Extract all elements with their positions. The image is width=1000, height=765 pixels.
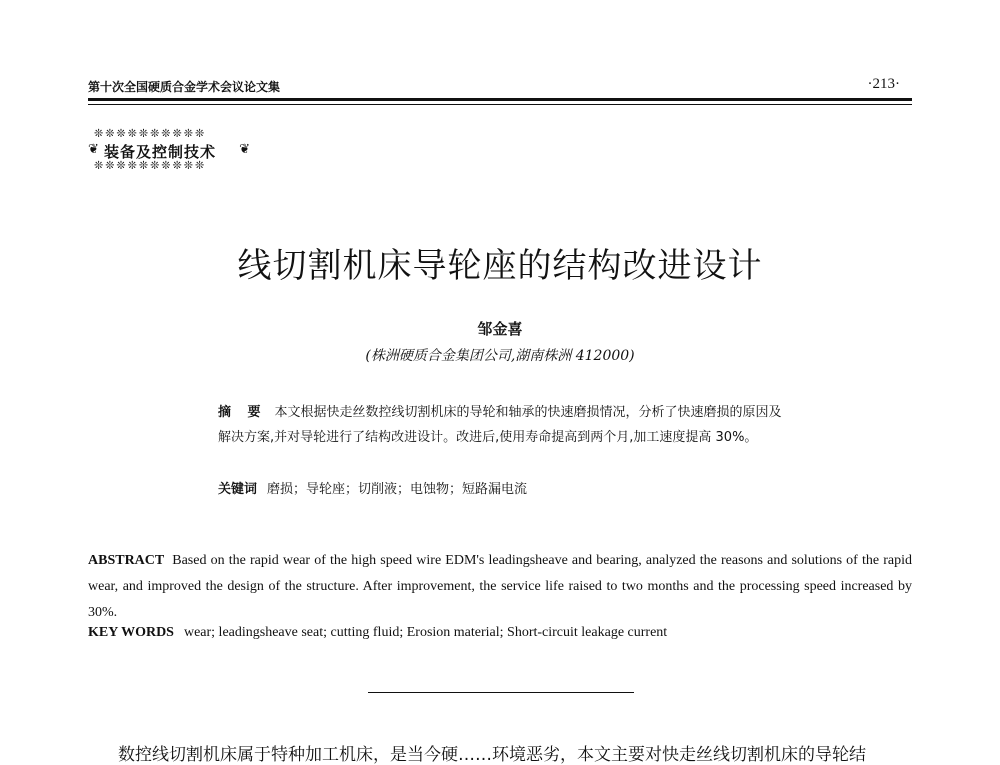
- decorative-stars-top: ❊❊❊❊❊❊❊❊❊❊: [94, 128, 207, 140]
- decorative-bracket-right: ❦: [239, 142, 250, 157]
- header-rule-thin: [88, 104, 912, 105]
- abstract-cn: [218, 400, 790, 450]
- abstract-en-text: Based on the rapid wear of the high speed wire EDM's leadingsheave and bearing, analyzed the reasons and solutions of the rapid wear, and improved the design of the structure. After improvement, the service life raised to two months and the processing speed increased by 30%.: [88, 553, 912, 620]
- article-title: 线切割机床导轮座的结构改进设计: [237, 246, 763, 286]
- decorative-bracket-left: ❦: [88, 142, 99, 157]
- section-divider: [368, 692, 634, 693]
- section-label: 装备及控制技术: [104, 143, 217, 161]
- body-first-line: 数控线切割机床属于特种加工机床，是当今硬……环境恶劣，本文主要对快走丝线切割机床的导轮结: [118, 745, 866, 765]
- keywords-en: [88, 625, 912, 641]
- abstract-cn-text: 本文根据快走丝数控线切割机床的导轮和轴承的快速磨损情况，分析了快速磨损的原因及解决方案,并对导轮进行了结构改进设计。改进后,使用寿命提高到两个月,加工速度提高 30%。: [218, 405, 782, 445]
- keywords-cn-text: 磨损；导轮座；切削液；电蚀物；短路漏电流: [267, 482, 528, 497]
- abstract-en-label: ABSTRACT: [88, 553, 165, 568]
- section-box: [88, 128, 250, 172]
- decorative-stars-bottom: ❊❊❊❊❊❊❊❊❊❊: [94, 160, 207, 172]
- running-header-journal: 第十次全国硬质合金学术会议论文集: [88, 80, 281, 94]
- keywords-cn: [218, 478, 790, 497]
- keywords-en-text: wear; leadingsheave seat; cutting fluid; Erosion material; Short-circuit leakage current: [183, 625, 668, 640]
- abstract-cn-label: 摘 要: [218, 405, 267, 420]
- keywords-cn-label: 关键词: [218, 482, 258, 497]
- header-rule-thick: [88, 98, 912, 101]
- abstract-en: [88, 548, 912, 626]
- author-name: 邹金喜: [477, 320, 523, 338]
- page-number: ·213·: [867, 76, 900, 92]
- keywords-en-label: KEY WORDS: [88, 625, 174, 640]
- author-affiliation: (株洲硬质合金集团公司,湖南株洲 412000): [365, 348, 635, 364]
